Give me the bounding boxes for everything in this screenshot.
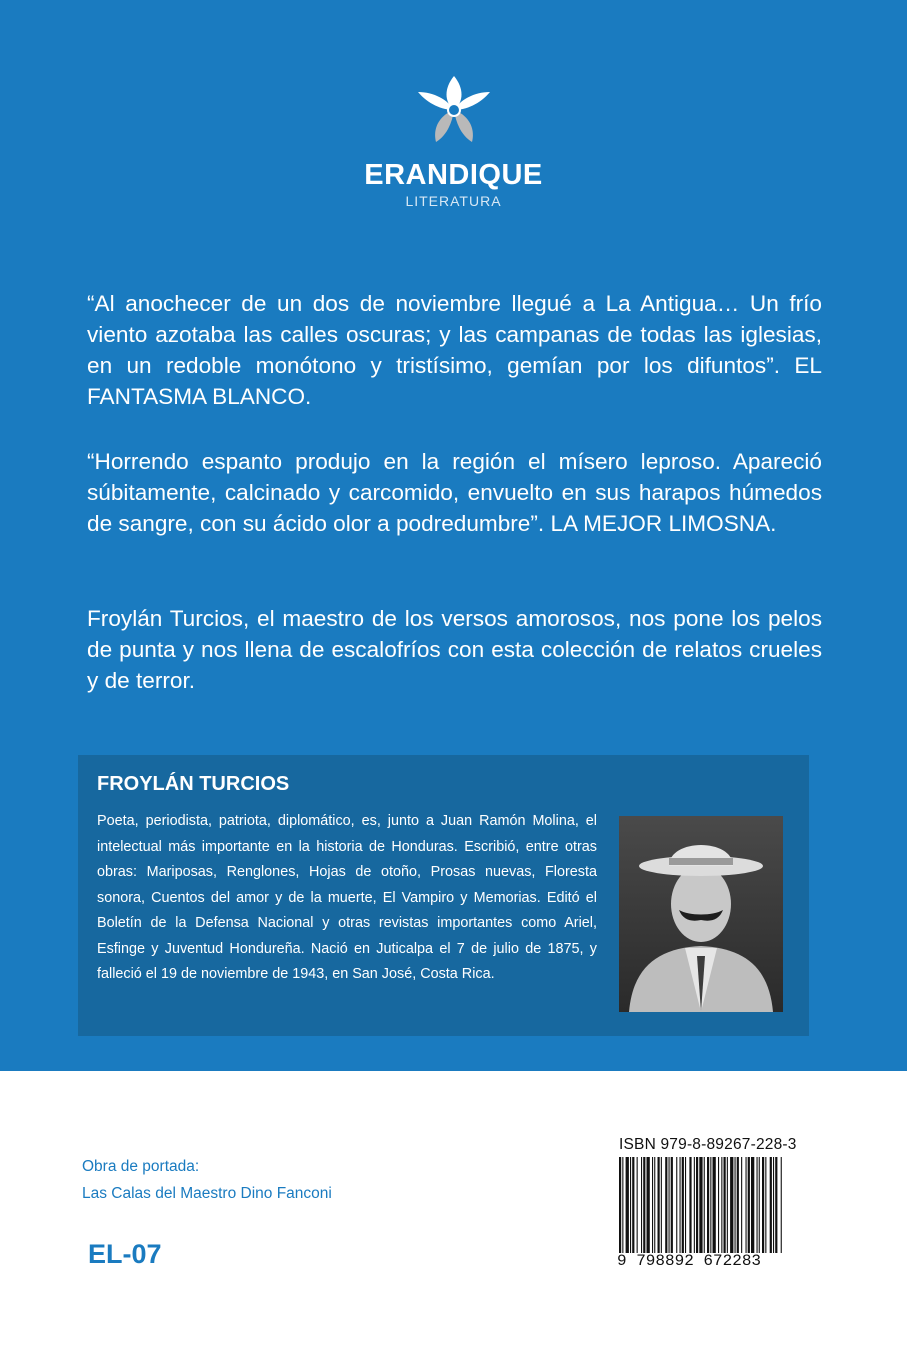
author-name: FROYLÁN TURCIOS [97,773,290,795]
author-bio-text: Poeta, periodista, patriota, diplomático, es, junto a Juan Ramón Molina, el intelectual más importante en la historia de Honduras. Escribió, entre otras obras: Mariposas, Renglones, Hojas de otoño, Prosas nuevas, Floresta sonora, Cuentos del amor y de la muerte, El Vampiro y Memorias. Editó el Boletín de la Defensa Nacional y otras revistas importantes como Ariel, Esfinge y Juventud Hondureña. Nació en Juticalpa el 7 de julio de 1875, y falleció el 19 de noviembre de 1943, en San José, Costa Rica. [97,813,597,982]
isbn-label: ISBN 979-8-89267-228-3 [619,1136,797,1153]
publisher-name: ERANDIQUE [364,159,543,191]
flower-icon [414,70,494,150]
cover-art-work: Las Calas del Maestro Dino Fanconi [82,1185,332,1202]
barcode-digits: 9 798892 672283 [617,1252,762,1270]
quote-paragraph-2: “Horrendo espanto produjo en la región el mísero leproso. Apareció súbitamente, calcinado y carcomido, envuelto en sus harapos húmedos de sangre, con su ácido olor a podredumbre”. LA MEJOR LIMOSNA. [87,449,822,536]
publisher-logo [0,70,907,210]
description-paragraph: Froylán Turcios, el maestro de los versos amorosos, nos pone los pelos de punta y nos llena de escalofríos con esta colección de relatos crueles y de terror. [87,606,822,693]
barcode [617,1157,783,1253]
quote-paragraph-1: “Al anochecer de un dos de noviembre llegué a La Antigua… Un frío viento azotaba las calles oscuras; y las campanas de todas las iglesias, en un redoble monótono y tristísimo, gemían por los difuntos”. EL FANTASMA BLANCO. [87,291,822,409]
publisher-subtitle: LITERATURA [405,193,502,209]
author-bio-box [78,755,809,1036]
author-portrait [619,816,783,1012]
cover-art-label: Obra de portada: [82,1158,200,1175]
series-code: EL-07 [88,1239,162,1269]
